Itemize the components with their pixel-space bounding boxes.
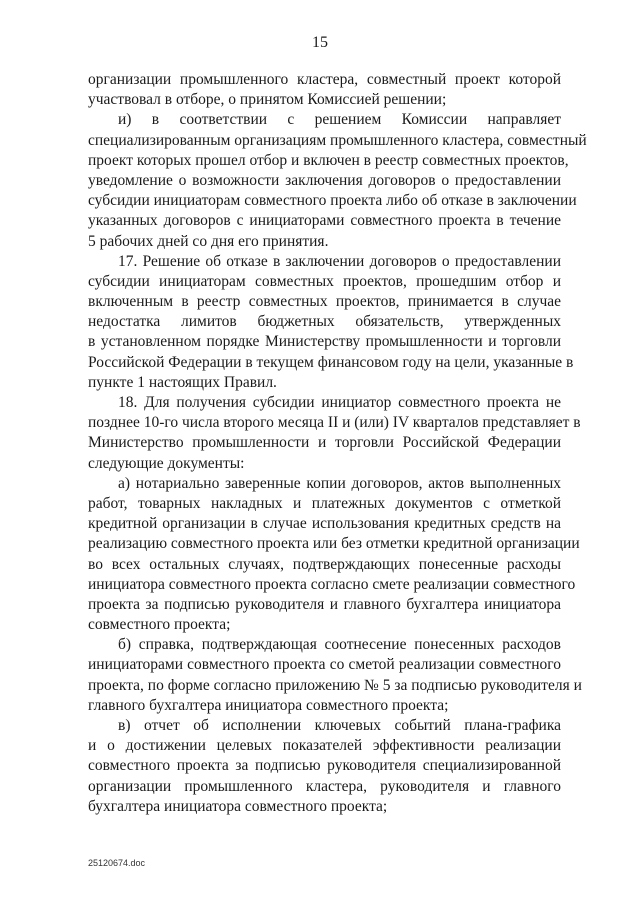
text-line: инициаторами совместного проекта со сметой реализации совместного xyxy=(88,656,561,674)
document-filename: 25120674.doc xyxy=(88,858,146,868)
text-line: совместного проекта; xyxy=(88,616,231,634)
paragraph xyxy=(88,110,587,251)
text-line: Российской Федерации в текущем финансовом году на цели, указанные в xyxy=(88,353,574,371)
text-line: совместного проекта за подписью руководителя специализированной xyxy=(88,757,561,775)
text-line: во всех остальных случаях, подтверждающих понесенные расходы xyxy=(88,555,561,573)
text-line: уведомление о возможности заключения договоров о предоставлении xyxy=(88,171,561,189)
text-line: следующие документы: xyxy=(88,454,245,472)
text-line: б) справка, подтверждающая соотнесение понесенных расходов xyxy=(118,636,561,654)
text-line: 5 рабочих дней со дня его принятия. xyxy=(88,232,329,250)
text-line: субсидии инициаторам совместного проекта либо об отказе в заключении xyxy=(88,192,577,210)
text-line: в) отчет об исполнении ключевых событий плана-графика xyxy=(118,717,561,734)
text-line: кредитной организации в случае использования кредитных средств на xyxy=(88,515,561,533)
paragraph xyxy=(88,70,561,110)
text-line: проекта, по форме согласно приложению № 5 за подписью руководителя и xyxy=(88,676,582,694)
text-line: работ, товарных накладных и платежных документов с отметкой xyxy=(88,494,561,512)
text-line: организации промышленного кластера, совместный проект которой xyxy=(88,71,561,88)
text-line: субсидии инициаторам совместных проектов, прошедшим отбор и xyxy=(88,272,561,290)
text-line: 18. Для получения субсидии инициатор совместного проекта не xyxy=(118,394,561,411)
paragraph xyxy=(88,635,582,716)
page-number: 15 xyxy=(312,34,328,51)
text-line: 17. Решение об отказе в заключении договоров о предоставлении xyxy=(118,252,561,270)
text-line: участвовал в отборе, о принятом Комиссией решении; xyxy=(88,91,447,109)
text-line: и) в соответствии с решением Комиссии направляет xyxy=(118,111,561,129)
text-line: бухгалтера инициатора совместного проекта; xyxy=(88,797,388,815)
paragraph xyxy=(88,393,581,474)
paragraph xyxy=(88,252,574,393)
paragraph xyxy=(88,716,561,817)
text-line: организации промышленного кластера, руководителя и главного xyxy=(88,777,561,795)
text-line: в установленном порядке Министерству промышленности и торговли xyxy=(88,333,561,351)
text-line: а) нотариально заверенные копии договоров, актов выполненных xyxy=(118,474,561,492)
text-line: включенным в реестр совместных проектов, принимается в случае xyxy=(88,293,561,311)
text-line: Министерство промышленности и торговли Российской Федерации xyxy=(88,434,561,452)
text-line: указанных договоров с инициаторами совместного проекта в течение xyxy=(88,212,561,230)
text-line: и о достижении целевых показателей эффективности реализации xyxy=(88,737,561,755)
text-line: позднее 10-го числа второго месяца II и (или) IV кварталов представляет в xyxy=(88,414,581,432)
text-line: проекта за подписью руководителя и главного бухгалтера инициатора xyxy=(88,595,561,613)
text-line: специализированным организациям промышленного кластера, совместный xyxy=(88,131,587,149)
text-line: реализацию совместного проекта или без отметки кредитной организации xyxy=(88,535,580,553)
text-line: недостатка лимитов бюджетных обязательств, утвержденных xyxy=(88,313,561,331)
text-line: пункте 1 настоящих Правил. xyxy=(88,373,277,391)
text-line: главного бухгалтера инициатора совместного проекта; xyxy=(88,696,449,714)
document-body xyxy=(88,70,587,817)
text-line: проект которых прошел отбор и включен в реестр совместных проектов, xyxy=(88,151,569,169)
text-line: инициатора совместного проекта согласно смете реализации совместного xyxy=(88,575,576,593)
paragraph xyxy=(88,474,580,636)
